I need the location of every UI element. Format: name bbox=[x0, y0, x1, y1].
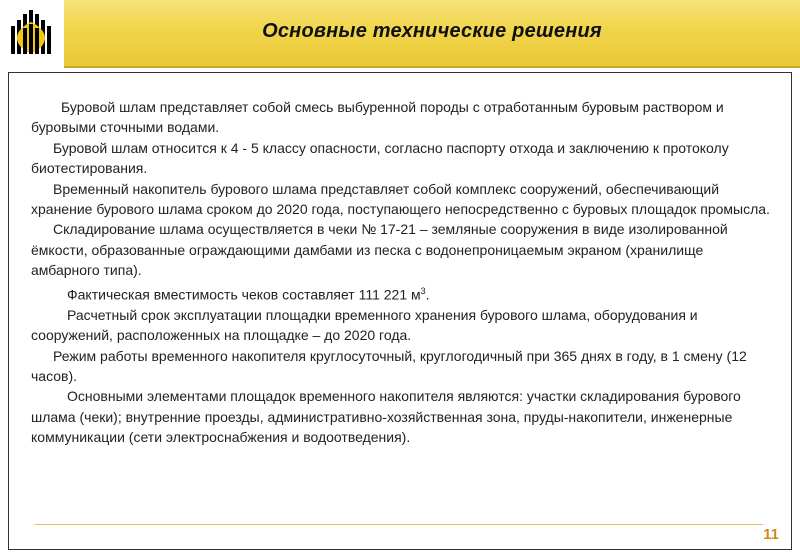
paragraph-4: Складирование шлама осуществляется в чеки № 17-21 – земляные сооружения в виде изолированной ёмкости, образованные ограждающими дамбами из песка с водонепроницаемым экраном (хранилище амбарного типа). bbox=[31, 221, 728, 279]
page-title: Основные технические решения bbox=[262, 20, 602, 42]
paragraph-5-end: . bbox=[425, 286, 430, 303]
paragraph-6: Расчетный срок эксплуатации площадки временного хранения бурового шлама, оборудования и сооружений, расположенных на площадке – до 2020 года. bbox=[31, 306, 698, 344]
paragraph-7: Режим работы временного накопителя круглосуточный, круглогодичный при 365 днях в году, в 1 смену (12 часов). bbox=[31, 347, 747, 384]
content-frame bbox=[8, 72, 792, 550]
paragraph-3: Временный накопитель бурового шлама представляет собой комплекс сооружений, обеспечивающий хранение бурового шлама сроком до 2020 года, поступающего непосредственно с буровых площадок промысла. bbox=[31, 180, 770, 218]
rosneft-logo bbox=[8, 8, 54, 58]
paragraph-5 bbox=[31, 281, 771, 305]
paragraph-8: Основными элементами площадок временного накопителя являются: участки складирования бурового шлама (чеки); внутренние проезды, административно-хозяйственная зона, пруды-накопители, инженерные коммуникации (сети электроснабжения и водоотведения). bbox=[31, 388, 741, 446]
body-text bbox=[31, 97, 771, 448]
footer-divider bbox=[35, 524, 763, 525]
paragraph-5-sup: 3 bbox=[420, 285, 426, 296]
logo-container bbox=[0, 0, 65, 66]
paragraph-1: Буровой шлам представляет собой смесь выбуренной породы с отработанным буровым раствором и буровыми сточными водами. bbox=[31, 99, 724, 136]
page-number: 11 bbox=[763, 526, 779, 543]
paragraph-5-text: Фактическая вместимость чеков составляет 111 221 м bbox=[67, 286, 421, 303]
paragraph-2: Буровой шлам относится к 4 - 5 классу опасности, согласно паспорту отхода и заключению к протоколу биотестирования. bbox=[31, 139, 729, 177]
header-bar bbox=[64, 0, 800, 68]
